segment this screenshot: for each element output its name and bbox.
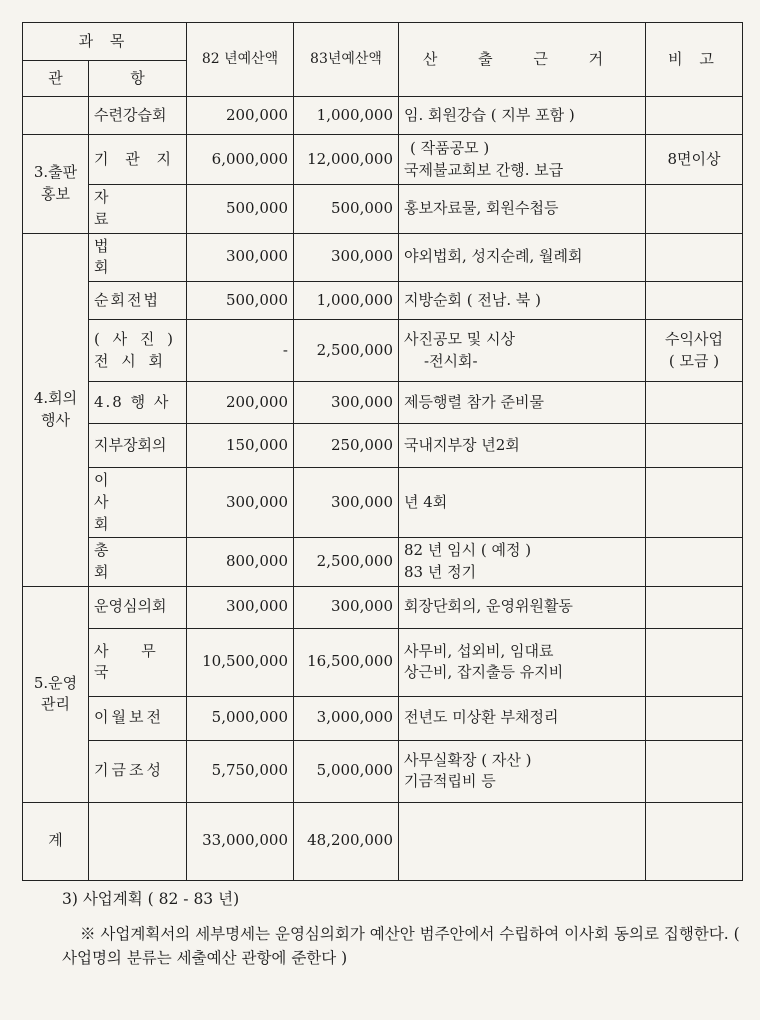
header-budget-82: 82 년예산액 (187, 23, 294, 97)
header-basis: 산 출 근 거 (399, 23, 646, 97)
budget-82-cell: 5,750,000 (187, 740, 294, 802)
budget-83-cell: 500,000 (294, 185, 399, 234)
item-cell: 총 회 (89, 538, 187, 587)
item-cell: 순회전법 (89, 282, 187, 320)
remark-cell (646, 586, 743, 628)
total-basis-cell (399, 802, 646, 880)
basis-cell: 전년도 미상환 부채정리 (399, 696, 646, 740)
table-row (23, 538, 743, 587)
budget-82-cell: 200,000 (187, 97, 294, 135)
table-row (23, 320, 743, 382)
budget-82-cell: 10,500,000 (187, 628, 294, 696)
header-budget-83: 83년예산액 (294, 23, 399, 97)
table-row (23, 696, 743, 740)
budget-table (22, 22, 743, 881)
budget-83-cell: 5,000,000 (294, 740, 399, 802)
budget-82-cell: 200,000 (187, 382, 294, 424)
table-row (23, 135, 743, 185)
group-cell-publication: 3.출판 홍보 (23, 135, 89, 234)
total-budget-82: 33,000,000 (187, 802, 294, 880)
budget-82-cell: 300,000 (187, 233, 294, 282)
basis-cell: 임. 회원강습 ( 지부 포함 ) (399, 97, 646, 135)
basis-cell: 사무실확장 ( 자산 ) 기금적립비 등 (399, 740, 646, 802)
total-budget-83: 48,200,000 (294, 802, 399, 880)
budget-83-cell: 3,000,000 (294, 696, 399, 740)
table-row (23, 424, 743, 468)
header-gwamok: 과 목 (23, 23, 187, 61)
budget-83-cell: 2,500,000 (294, 538, 399, 587)
budget-82-cell: - (187, 320, 294, 382)
remark-cell (646, 424, 743, 468)
remark-cell (646, 233, 743, 282)
total-row (23, 802, 743, 880)
item-cell: 이 사 회 (89, 468, 187, 538)
budget-83-cell: 300,000 (294, 233, 399, 282)
table-row (23, 97, 743, 135)
remark-cell (646, 538, 743, 587)
table-row (23, 740, 743, 802)
notes-section (62, 888, 742, 982)
table-row (23, 233, 743, 282)
basis-cell: 홍보자료물, 회원수첩등 (399, 185, 646, 234)
budget-82-cell: 500,000 (187, 185, 294, 234)
basis-cell: 사무비, 섭외비, 임대료 상근비, 잡지출등 유지비 (399, 628, 646, 696)
budget-82-cell: 6,000,000 (187, 135, 294, 185)
basis-cell: 제등행렬 참가 준비물 (399, 382, 646, 424)
group-cell-events: 4.회의 행사 (23, 233, 89, 586)
total-item-cell (89, 802, 187, 880)
table-row (23, 468, 743, 538)
header-row-1 (23, 23, 743, 61)
remark-cell (646, 696, 743, 740)
budget-83-cell: 300,000 (294, 586, 399, 628)
remark-cell (646, 282, 743, 320)
budget-82-cell: 300,000 (187, 586, 294, 628)
table-row (23, 185, 743, 234)
item-cell: 지부장회의 (89, 424, 187, 468)
table-row (23, 282, 743, 320)
total-label: 계 (23, 802, 89, 880)
basis-cell: 국내지부장 년2회 (399, 424, 646, 468)
item-cell: 수련강습회 (89, 97, 187, 135)
group-cell (23, 97, 89, 135)
item-cell: 기 관 지 (89, 135, 187, 185)
item-cell: 사 무 국 (89, 628, 187, 696)
table-row (23, 628, 743, 696)
remark-cell (646, 740, 743, 802)
remark-cell (646, 97, 743, 135)
basis-cell: ( 작품공모 ) 국제불교회보 간행. 보급 (399, 135, 646, 185)
budget-82-cell: 800,000 (187, 538, 294, 587)
budget-82-cell: 300,000 (187, 468, 294, 538)
group-cell-management: 5.운영 관리 (23, 586, 89, 802)
table-row (23, 586, 743, 628)
item-cell: 운영심의회 (89, 586, 187, 628)
budget-83-cell: 1,000,000 (294, 97, 399, 135)
budget-82-cell: 500,000 (187, 282, 294, 320)
table-row (23, 382, 743, 424)
budget-83-cell: 250,000 (294, 424, 399, 468)
item-cell: 기금조성 (89, 740, 187, 802)
basis-cell: 82 년 임시 ( 예정 ) 83 년 정기 (399, 538, 646, 587)
header-remarks: 비 고 (646, 23, 743, 97)
item-cell: 4.8 행 사 (89, 382, 187, 424)
header-gwan: 관 (23, 61, 89, 97)
notes-heading: 3) 사업계획 ( 82 - 83 년) (62, 890, 240, 908)
item-cell: 자 료 (89, 185, 187, 234)
notes-body: ※ 사업계획서의 세부명세는 운영심의회가 예산안 범주안에서 수립하여 이사회 동의로 집행한다. ( 사업명의 분류는 세출예산 관항에 준한다 ) (62, 925, 740, 967)
basis-cell: 사진공모 및 시상 -전시회- (399, 320, 646, 382)
basis-cell: 년 4회 (399, 468, 646, 538)
basis-cell: 야외법회, 성지순례, 월례회 (399, 233, 646, 282)
basis-cell: 회장단회의, 운영위원활동 (399, 586, 646, 628)
header-hang: 항 (89, 61, 187, 97)
budget-82-cell: 150,000 (187, 424, 294, 468)
remark-cell (646, 185, 743, 234)
basis-cell: 지방순회 ( 전남. 북 ) (399, 282, 646, 320)
budget-83-cell: 2,500,000 (294, 320, 399, 382)
remark-cell: 8면이상 (646, 135, 743, 185)
budget-83-cell: 300,000 (294, 468, 399, 538)
budget-83-cell: 1,000,000 (294, 282, 399, 320)
remark-cell: 수익사업 ( 모금 ) (646, 320, 743, 382)
item-cell: 이월보전 (89, 696, 187, 740)
budget-83-cell: 12,000,000 (294, 135, 399, 185)
budget-82-cell: 5,000,000 (187, 696, 294, 740)
item-cell: ( 사 진 ) 전 시 회 (89, 320, 187, 382)
total-remark-cell (646, 802, 743, 880)
item-cell: 법 회 (89, 233, 187, 282)
budget-83-cell: 300,000 (294, 382, 399, 424)
budget-83-cell: 16,500,000 (294, 628, 399, 696)
remark-cell (646, 382, 743, 424)
remark-cell (646, 468, 743, 538)
remark-cell (646, 628, 743, 696)
